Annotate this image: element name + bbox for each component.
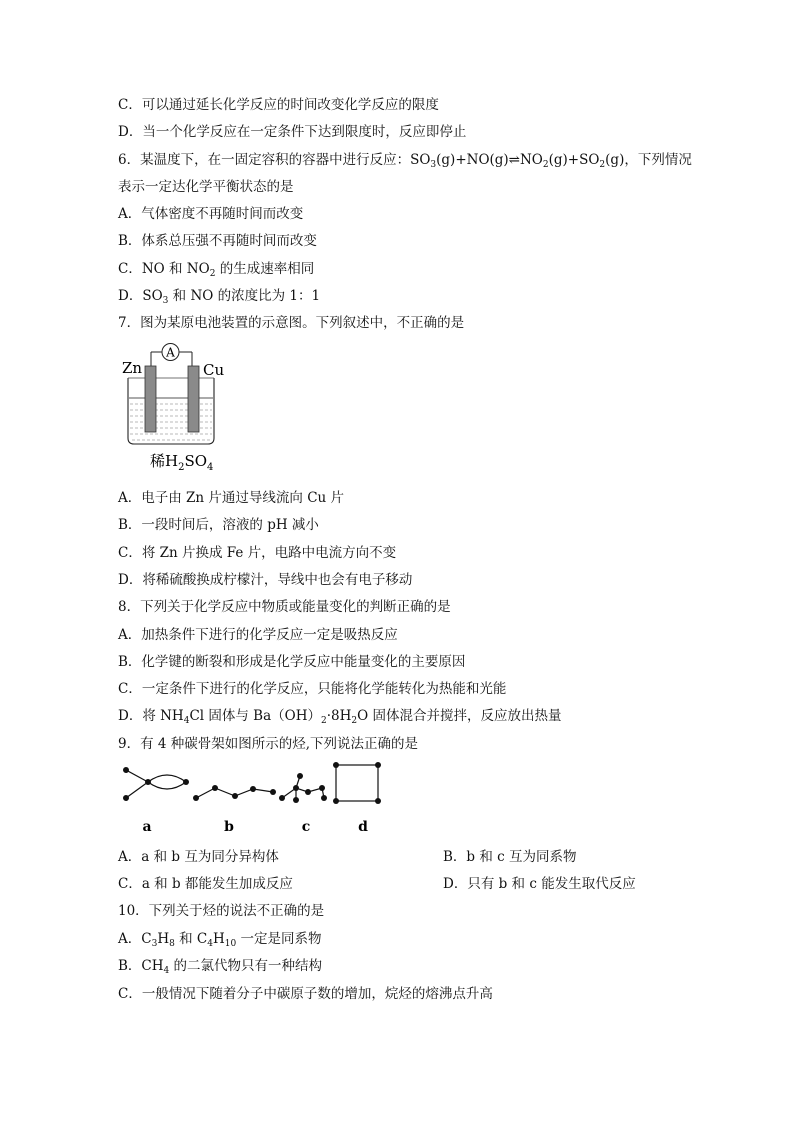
zn-electrode bbox=[145, 366, 156, 432]
question-10-stem: 10．下列关于烃的说法不正确的是 bbox=[118, 903, 325, 919]
question-6-stem-cont: 表示一定达化学平衡状态的是 bbox=[118, 179, 294, 195]
question-10-option-b: B．$CH_4$ 的二氯代物只有一种结构 bbox=[118, 958, 323, 976]
label-b: b bbox=[224, 819, 234, 835]
question-7-stem: 7．图为某原电池装置的示意图。下列叙述中，不正确的是 bbox=[118, 315, 465, 331]
solution-hatching bbox=[130, 404, 212, 440]
skeleton-d bbox=[333, 762, 381, 804]
electrolyte-label: 稀$H_2SO_4$ bbox=[150, 452, 214, 473]
zn-label: Zn bbox=[122, 359, 143, 377]
cu-label: Cu bbox=[203, 361, 225, 379]
skeleton-a bbox=[126, 770, 186, 798]
cu-electrode bbox=[188, 366, 199, 432]
skeleton-c-atoms bbox=[279, 773, 327, 803]
question-9-option-d: D．只有 b 和 c 能发生取代反应 bbox=[443, 876, 636, 892]
label-d: d bbox=[358, 819, 368, 835]
skeleton-a-atoms bbox=[123, 767, 189, 801]
question-6-stem: 6．某温度下，在一固定容积的容器中进行反应：$SO_3(g)+NO(g)\rightleftharpoons NO_2(g)+SO_2(g)$，下列情况 bbox=[118, 152, 692, 170]
carbon-skeleton-figure bbox=[118, 760, 398, 838]
question-8-option-d: D．将 $NH_4Cl$ 固体与 $Ba(OH)_2\cdot 8H_2O$ 固体混合并搅拌，反应放出热量 bbox=[118, 708, 562, 726]
question-9-option-b: B．b 和 c 互为同系物 bbox=[443, 849, 577, 865]
question-9-option-a: A．a 和 b 互为同分异构体 bbox=[118, 849, 279, 865]
question-6-option-a: A．气体密度不再随时间而改变 bbox=[118, 206, 304, 222]
question-7-option-c: C．将 Zn 片换成 Fe 片，电路中电流方向不变 bbox=[118, 545, 397, 561]
galvanic-cell-figure bbox=[118, 338, 228, 478]
question-6-option-c: C．NO 和 $NO_2$ 的生成速率相同 bbox=[118, 261, 315, 279]
skeleton-c bbox=[282, 776, 324, 800]
label-c: c bbox=[301, 819, 311, 835]
question-8-option-b: B．化学键的断裂和形成是化学反应中能量变化的主要原因 bbox=[118, 654, 466, 670]
question-7-option-b: B．一段时间后，溶液的 pH 减小 bbox=[118, 517, 319, 533]
option-line: D．当一个化学反应在一定条件下达到限度时，反应即停止 bbox=[118, 124, 467, 140]
question-7-option-a: A．电子由 Zn 片通过导线流向 Cu 片 bbox=[118, 490, 345, 506]
question-10-option-c: C．一般情况下随着分子中碳原子数的增加，烷烃的熔沸点升高 bbox=[118, 986, 493, 1002]
question-6-option-d: D．$SO_3$ 和 NO 的浓度比为 1：1 bbox=[118, 288, 321, 306]
question-8-stem: 8．下列关于化学反应中物质或能量变化的判断正确的是 bbox=[118, 599, 451, 615]
question-9-option-c: C．a 和 b 都能发生加成反应 bbox=[118, 876, 293, 892]
option-line: C．可以通过延长化学反应的时间改变化学反应的限度 bbox=[118, 97, 439, 113]
question-8-option-a: A．加热条件下进行的化学反应一定是吸热反应 bbox=[118, 627, 398, 643]
question-6-option-b: B．体系总压强不再随时间而改变 bbox=[118, 233, 317, 249]
question-7-option-d: D．将稀硫酸换成柠檬汁，导线中也会有电子移动 bbox=[118, 572, 413, 588]
label-a: a bbox=[142, 819, 152, 835]
question-9-stem: 9．有 4 种碳骨架如图所示的烃,下列说法正确的是 bbox=[118, 736, 419, 752]
question-8-option-c: C．一定条件下进行的化学反应，只能将化学能转化为热能和光能 bbox=[118, 681, 507, 697]
ammeter-label: A bbox=[166, 345, 175, 360]
question-10-option-a: A．$C_3H_8$ 和 $C_4H_{10}$ 一定是同系物 bbox=[118, 931, 322, 949]
